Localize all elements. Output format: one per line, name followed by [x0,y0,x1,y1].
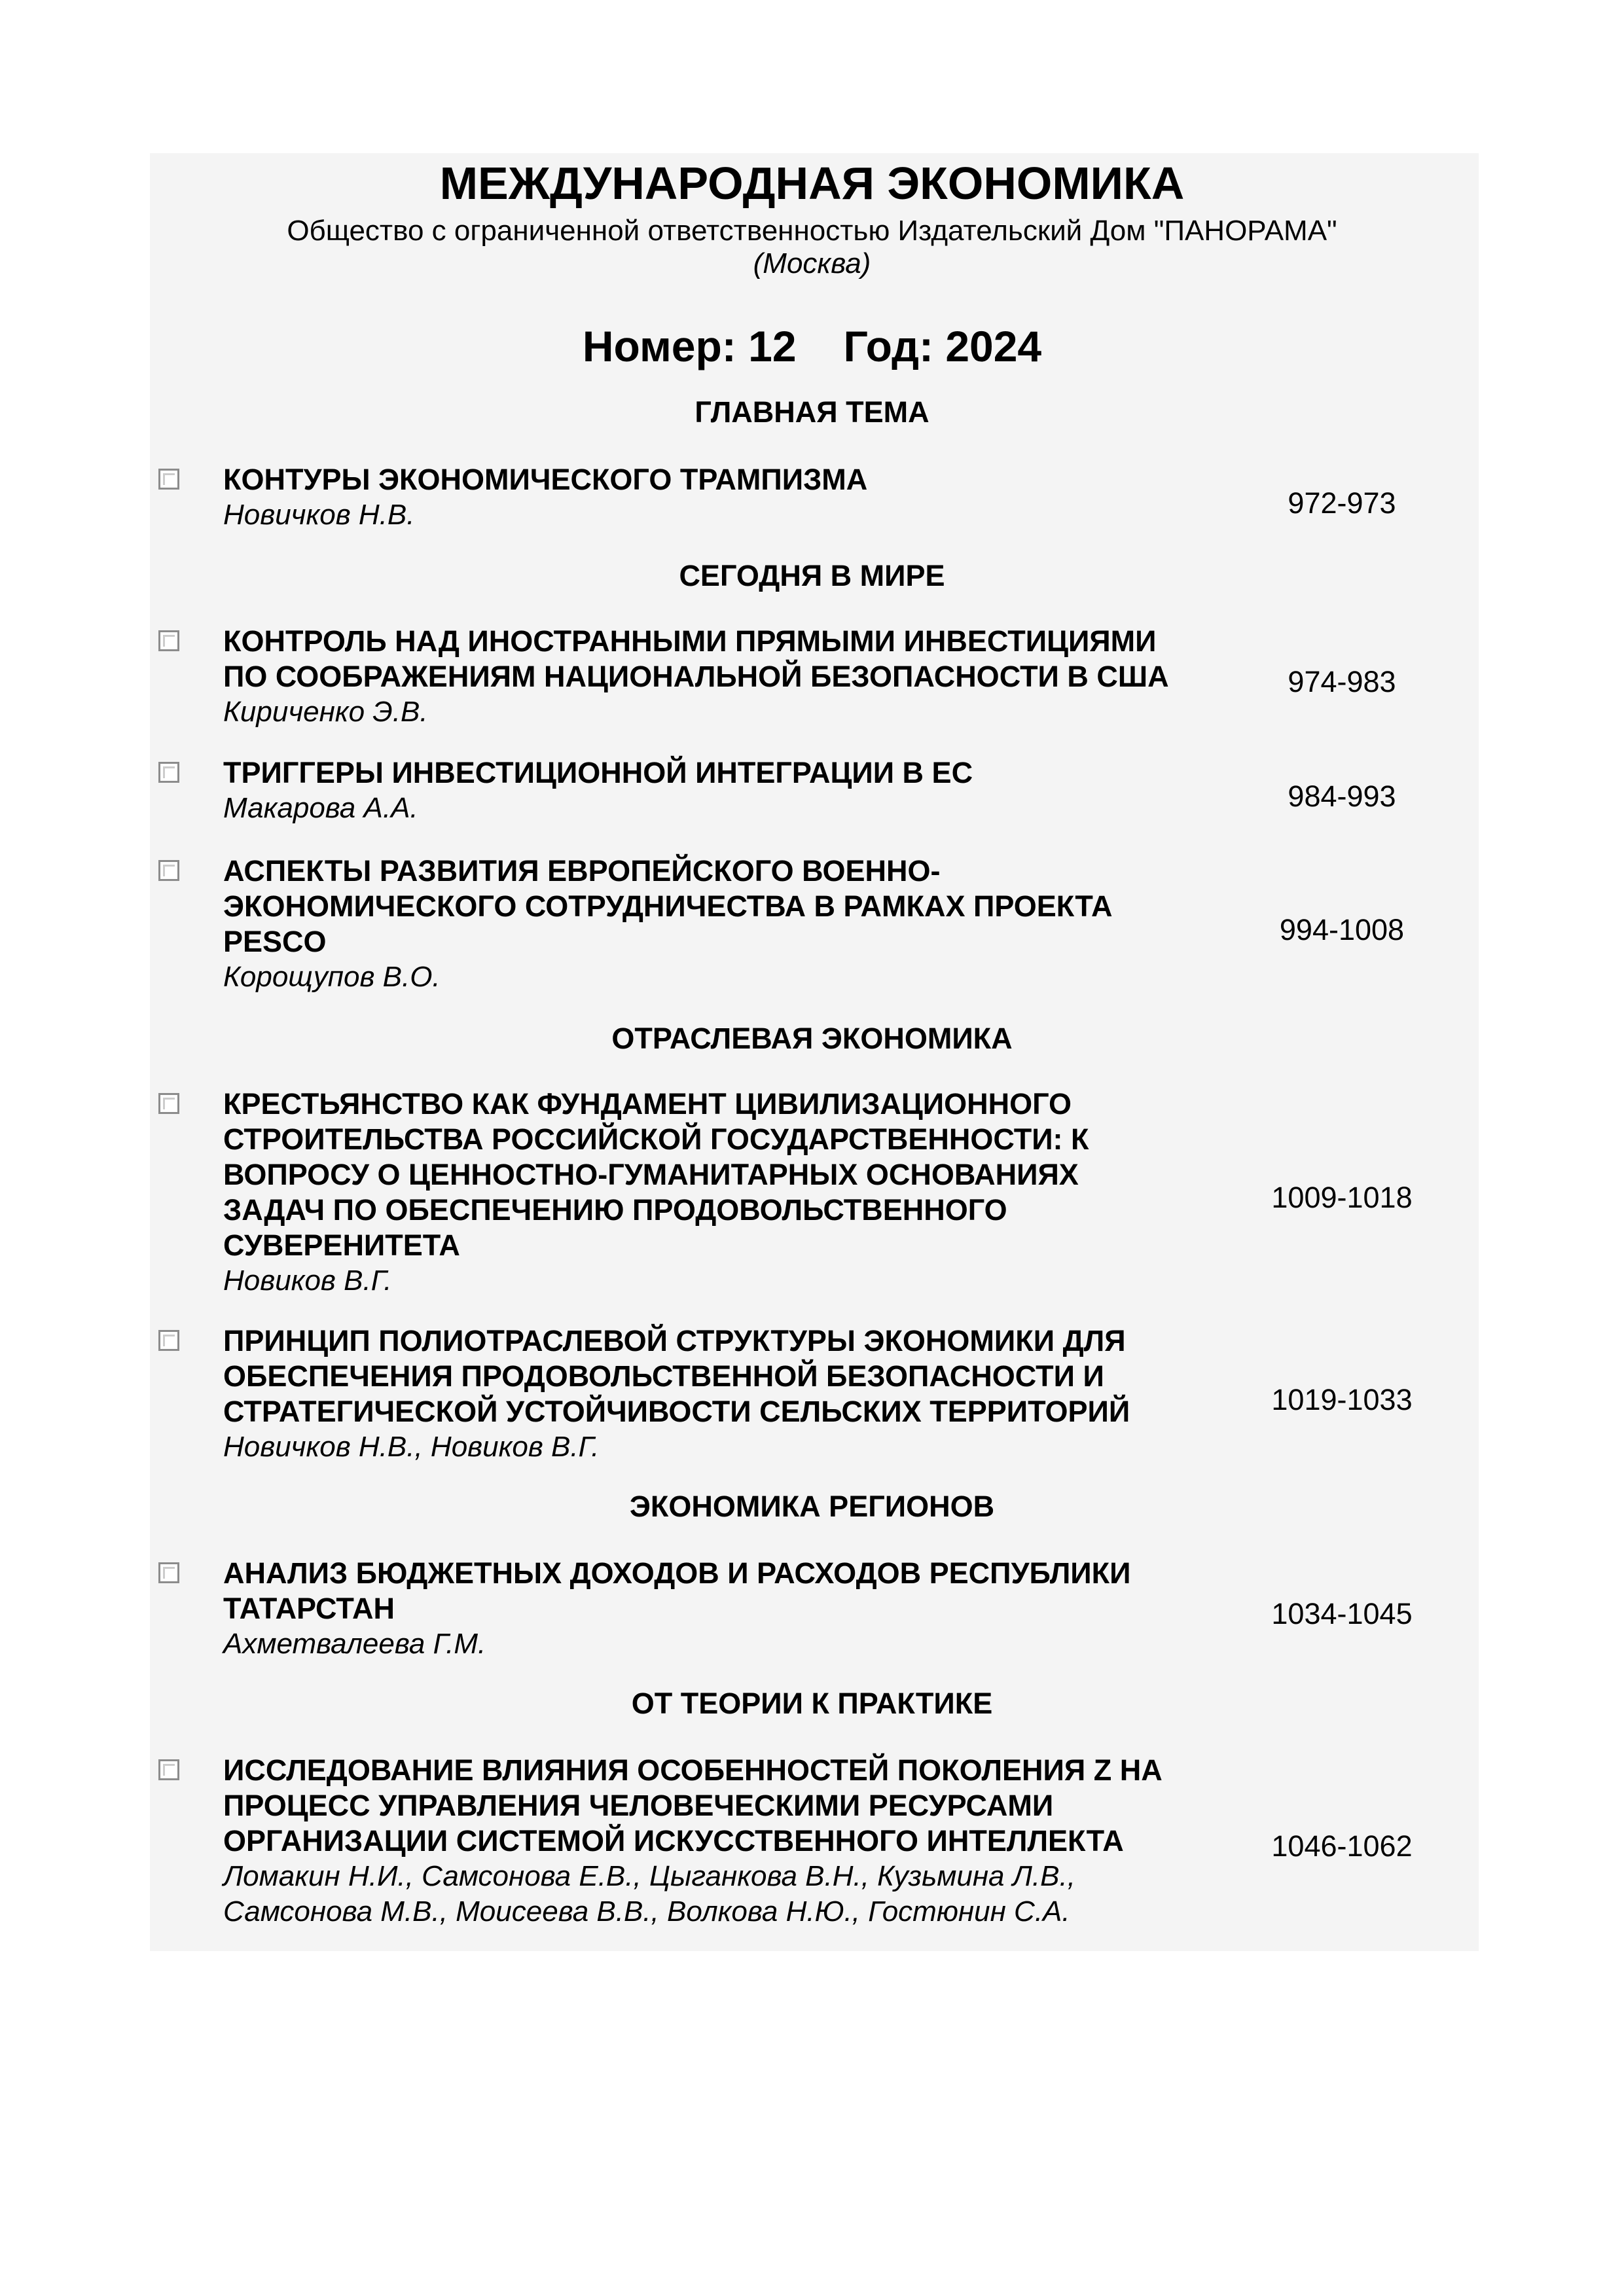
article-title[interactable]: ПРИНЦИП ПОЛИОТРАСЛЕВОЙ СТРУКТУРЫ ЭКОНОМИКИ ДЛЯ ОБЕСПЕЧЕНИЯ ПРОДОВОЛЬСТВЕННОЙ БЕЗОПАСНОСТИ И СТРАТЕГИЧЕСКОЙ УСТОЙЧИВОСТИ СЕЛЬСКИХ ТЕРРИТОРИЙ [223,1324,1130,1428]
article-pages: 1034-1045 [1271,1597,1413,1630]
article-title[interactable]: ИССЛЕДОВАНИЕ ВЛИЯНИЯ ОСОБЕННОСТЕЙ ПОКОЛЕНИЯ Z НА ПРОЦЕСС УПРАВЛЕНИЯ ЧЕЛОВЕЧЕСКИМИ РЕСУРСАМИ ОРГАНИЗАЦИИ СИСТЕМОЙ ИСКУССТВЕННОГО ИНТЕЛЛЕКТА [223,1753,1163,1857]
select-checkbox[interactable] [158,1093,179,1114]
select-checkbox[interactable] [158,630,179,651]
article-authors: Кириченко Э.В. [223,696,428,728]
article-authors: Ахметвалеева Г.М. [223,1628,486,1660]
article-title[interactable]: КОНТУРЫ ЭКОНОМИЧЕСКОГО ТРАМПИЗМА [223,463,868,496]
select-checkbox[interactable] [158,469,179,490]
section-heading: ОТРАСЛЕВАЯ ЭКОНОМИКА [611,1022,1013,1055]
article-authors: Корощупов В.О. [223,961,441,993]
article-title[interactable]: ТРИГГЕРЫ ИНВЕСТИЦИОННОЙ ИНТЕГРАЦИИ В ЕС [223,756,973,789]
select-checkbox[interactable] [158,1562,179,1583]
section-heading: ОТ ТЕОРИИ К ПРАКТИКЕ [631,1687,993,1720]
issue-number: Номер: 12 [582,322,797,370]
select-checkbox[interactable] [158,1759,179,1780]
article-title[interactable]: АНАЛИЗ БЮДЖЕТНЫХ ДОХОДОВ И РАСХОДОВ РЕСПУБЛИКИ ТАТАРСТАН [223,1556,1131,1625]
section-heading: ЭКОНОМИКА РЕГИОНОВ [629,1490,995,1523]
select-checkbox[interactable] [158,762,179,783]
article-title[interactable]: КОНТРОЛЬ НАД ИНОСТРАННЫМИ ПРЯМЫМИ ИНВЕСТИЦИЯМИ ПО СООБРАЖЕНИЯМ НАЦИОНАЛЬНОЙ БЕЗОПАСНОСТИ В США [223,624,1169,693]
article-pages: 1019-1033 [1271,1383,1413,1416]
publisher-city: (Москва) [753,247,871,279]
article-pages: 994-1008 [1279,913,1405,946]
article-pages: 984-993 [1288,780,1396,813]
article-authors: Новичков Н.В., Новиков В.Г. [223,1431,600,1463]
issue-year: Год: 2024 [843,322,1042,370]
section-heading: СЕГОДНЯ В МИРЕ [679,559,945,592]
article-authors: Макарова А.А. [223,792,418,824]
publisher-name: Общество с ограниченной ответственностью Издательский Дом "ПАНОРАМА" [287,215,1337,247]
article-authors: Новичков Н.В. [223,499,415,531]
article-pages: 1009-1018 [1271,1181,1413,1214]
select-checkbox[interactable] [158,1330,179,1351]
journal-title: МЕЖДУНАРОДНАЯ ЭКОНОМИКА [439,158,1185,209]
article-pages: 974-983 [1288,665,1396,698]
article-pages: 972-973 [1288,486,1396,520]
article-authors: Новиков В.Г. [223,1265,392,1297]
issue-line [0,321,1624,372]
article-title[interactable]: АСПЕКТЫ РАЗВИТИЯ ЕВРОПЕЙСКОГО ВОЕННО- ЭКОНОМИЧЕСКОГО СОТРУДНИЧЕСТВА В РАМКАХ ПРОЕКТА PESCO [223,854,1113,958]
select-checkbox[interactable] [158,860,179,881]
section-heading: ГЛАВНАЯ ТЕМА [695,395,929,429]
article-pages: 1046-1062 [1271,1829,1413,1863]
article-authors: Ломакин Н.И., Самсонова Е.В., Цыганкова В.Н., Кузьмина Л.В., Самсонова М.В., Моисеева В.В., Волкова Н.Ю., Гостюнин С.А. [223,1860,1075,1928]
article-title[interactable]: КРЕСТЬЯНСТВО КАК ФУНДАМЕНТ ЦИВИЛИЗАЦИОННОГО СТРОИТЕЛЬСТВА РОССИЙСКОЙ ГОСУДАРСТВЕННОСТИ: К ВОПРОСУ О ЦЕННОСТНО-ГУМАНИТАРНЫХ ОСНОВАНИЯХ ЗАДАЧ ПО ОБЕСПЕЧЕНИЮ ПРОДОВОЛЬСТВЕННОГО СУВЕРЕНИТЕТА [223,1087,1089,1262]
